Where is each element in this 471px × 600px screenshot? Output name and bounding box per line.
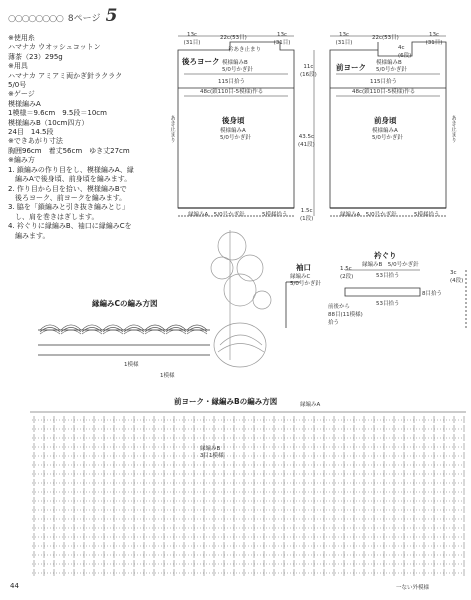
materials-line: 3. 脇を「鎖編みと引き抜き編みとじ」 — [8, 203, 129, 212]
materials-line: 胸囲96cm 着丈56cm ゆき丈27cm — [8, 146, 130, 155]
header-prefix: 8ページ — [67, 14, 101, 24]
back-pick-up: 115目拾う — [218, 79, 245, 85]
chart-b-title: 前ヨーク・縁編みBの編み方図 — [174, 397, 278, 406]
materials-line: 1. 鎖編みの作り目をし、模様編みA、縁 — [8, 165, 134, 174]
neckline-title: 衿ぐり — [374, 251, 397, 260]
materials-line: し、肩を巻きはぎします。 — [8, 212, 99, 221]
back-dim-mid: 22c(53目) — [220, 35, 247, 41]
scallop-arch — [40, 330, 60, 334]
back-yoke-title: 後ろヨーク — [182, 57, 220, 66]
dim-yoke-height: 11c (16段) — [300, 64, 317, 78]
footer-small: 一ない外模様 — [396, 585, 430, 591]
materials-line: ※使用糸 — [8, 34, 35, 42]
materials-line: 4. 衿ぐりに縁編みB、袖口に縁編みCを — [8, 222, 132, 231]
front-chain: 48c(鎖110目-5模様)作る — [352, 89, 416, 95]
scallop-arch — [82, 330, 102, 334]
chart-c-repeat-2: 1模様 — [160, 373, 175, 379]
back-yoke-hook: 5/0号かぎ針 — [222, 67, 253, 73]
scallop-arch — [61, 330, 81, 334]
header-number: 5 — [105, 6, 118, 26]
front-yoke-hook: 5/0号かぎ針 — [376, 67, 407, 73]
front-dim-left: 13c (31目) — [335, 32, 353, 46]
front-body-hook: 5/0号かぎ針 — [372, 135, 403, 141]
materials-line: ※ゲージ — [8, 90, 35, 99]
front-pick-up: 115目拾う — [370, 79, 397, 85]
dim-body-height: 43.5c (41段) — [298, 134, 315, 148]
back-edge-pick: 5模様拾う — [262, 212, 288, 218]
materials-line: 模様編みA — [8, 99, 41, 108]
chart-a-label: 縁編みA — [300, 402, 321, 408]
scallop-arch — [103, 330, 123, 334]
materials-line: 模様編みB（10cm四方） — [8, 118, 89, 127]
materials-line: ※できあがり寸法 — [8, 137, 63, 146]
scallop-arch — [145, 330, 165, 334]
scallop-arch — [166, 330, 186, 334]
materials-line: 薄茶（23）295g — [8, 52, 63, 61]
front-edge-pick: 5模様拾う — [414, 212, 440, 218]
back-side-label: あき止まり — [169, 115, 175, 143]
materials-line: ハマナカ ウオッシュコットン — [8, 43, 101, 52]
front-yoke-pattern: 模様編みB — [376, 60, 402, 66]
chart-b-repeat: 3目1模様 — [200, 453, 224, 459]
back-body-hook: 5/0号かぎ針 — [220, 135, 251, 141]
sleeve-pick: 前後から 88目(11模様) 拾う — [328, 304, 363, 326]
cotton-illustration — [211, 230, 271, 367]
neckline-left: 1.5c (2段) — [340, 266, 354, 280]
back-edge: 縁編みA 5/0号かぎ針 — [188, 212, 245, 218]
header-decoration: ○○○○○○○○ — [8, 14, 63, 24]
materials-line: 後ろヨーク、前ヨークを編みます。 — [8, 193, 127, 202]
page-number: 44 — [10, 582, 19, 590]
dim-edge-height: 1.5c (1段) — [300, 208, 314, 222]
front-neck-depth: 4c (6段) — [398, 45, 412, 59]
neckline-pick1: 53目拾う — [376, 273, 400, 279]
neckline-outline — [345, 288, 420, 296]
scallop-arch — [124, 330, 144, 334]
materials-line: 編みます。 — [8, 231, 50, 240]
back-body-pattern: 模様編みA — [220, 128, 246, 134]
back-dim-right: 13c (31目) — [273, 32, 291, 46]
back-neck-label: 衿あき止まり — [228, 47, 262, 53]
sleeve-edge: 縁編みC — [290, 274, 311, 280]
front-yoke-title: 前ヨーク — [336, 63, 366, 72]
front-side-label: あき止まり — [450, 115, 456, 143]
materials-line: 2. 作り目から目を拾い、模様編みBで — [8, 184, 127, 193]
neckline-pick-side: 8目拾う — [422, 291, 442, 297]
sleeve-hook: 5/0号かぎ針 — [290, 281, 321, 287]
neckline-pick2: 53目拾う — [376, 301, 400, 307]
chart-c-repeat: 1模様 — [124, 362, 139, 368]
neckline-edge: 縁編みB 5/0号かぎ針 — [362, 262, 419, 268]
front-dim-right: 13c (31目) — [425, 32, 443, 46]
scallop-arch — [187, 330, 207, 334]
front-body-title: 前身頃 — [374, 116, 397, 125]
front-body-pattern: 模様編みA — [372, 128, 398, 134]
back-chain: 48c(鎖110目-5模様)作る — [200, 89, 264, 95]
back-yoke-pattern: 模様編みB — [222, 60, 248, 66]
materials-line: ※編み方 — [8, 156, 35, 165]
materials-line: ※用具 — [8, 62, 28, 71]
back-dim-left: 13c (31目) — [183, 32, 201, 46]
materials-line: 24目 14.5段 — [8, 128, 54, 137]
materials-line: 5/0号 — [8, 81, 27, 90]
chart-b-label: 縁編みB — [200, 446, 221, 452]
materials-line: 編みAで後身頃、前身頃を編みます。 — [8, 175, 132, 184]
materials-line: ハマナカ アミアミ両かぎ針ラクラク — [8, 71, 123, 80]
front-edge: 縁編みA 5/0号かぎ針 — [340, 212, 397, 218]
sleeve-title: 袖口 — [296, 263, 311, 272]
chart-c-title: 縁編みCの編み方図 — [92, 299, 158, 308]
materials-line: 1模様＝9.6cm 9.5段＝10cm — [8, 109, 107, 118]
back-body-title: 後身頃 — [222, 116, 245, 125]
front-dim-mid: 22c(53目) — [372, 35, 399, 41]
neckline-right: 3c (4段) — [450, 270, 464, 284]
